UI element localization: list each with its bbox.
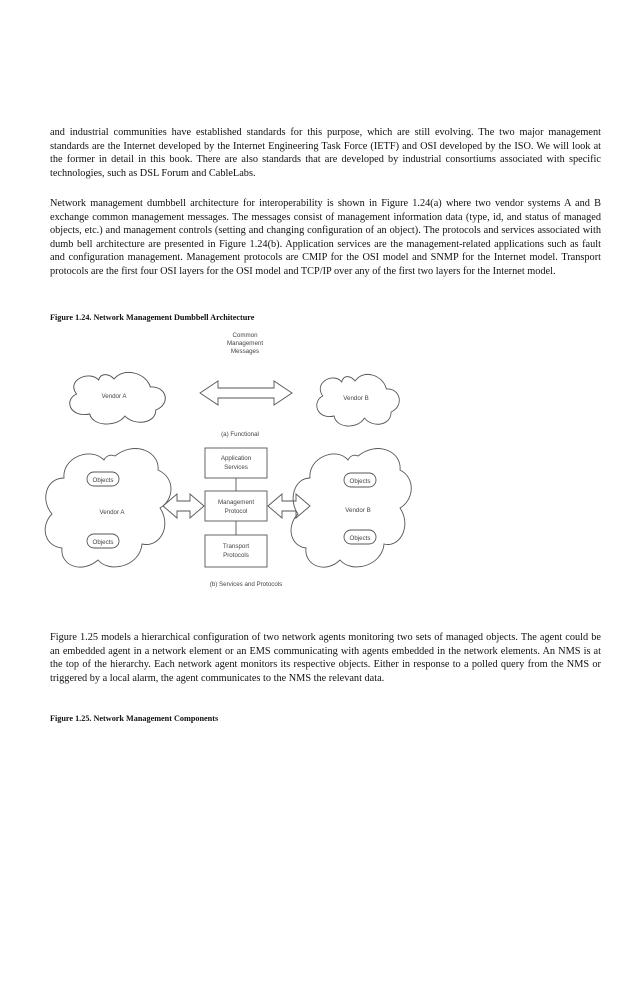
trans-label-1: Transport <box>222 543 250 550</box>
objects-label-b-bottom: Objects <box>349 535 371 542</box>
common-label-2: Management <box>226 340 264 347</box>
common-label-1: Common <box>232 332 258 339</box>
vendor-b-label-bottom: Vendor B <box>345 507 371 514</box>
vendor-b-label-top: Vendor B <box>343 395 369 402</box>
application-services-box <box>205 448 267 478</box>
sub-caption-b: (b) Services and Protocols <box>209 581 283 588</box>
app-label-1: Application <box>220 455 252 462</box>
figure-1-25-caption: Figure 1.25. Network Management Components <box>50 714 219 723</box>
paragraph-dumbbell: Network management dumbbell architecture for interoperability is shown in Figure 1.24(a) where two vendor systems A and B exchange common management messages. The messages consist of management information data (type, id, and status of managed objects, etc.) and management controls (setting and changing configuration of an object). The protocols and services associated with dumb bell architecture are presented in Figure 1.24(b). Application services are the management-related applications such as fault and configuration management. Management protocols are CMIP for the OSI model and SNMP for the Internet model. Transport protocols are the first four OSI layers for the OSI model and TCP/IP over any of the first two layers for the Internet model. <box>50 198 601 277</box>
trans-label-2: Protocols <box>223 552 249 559</box>
paragraph-standards: and industrial communities have established standards for this purpose, which are still evolving. The two major management standards are the Internet developed by the Internet Engineering Task Force (IETF) and OSI developed by the ISO. We will look at the former in detail in this book. There are also standards that are developed by industrial consortiums associated with specific technologies, such as DSL Forum and CableLabs. <box>50 127 601 179</box>
transport-protocols-box <box>205 535 267 567</box>
mgmt-label-1: Management <box>217 499 255 506</box>
figure-1-24-caption: Figure 1.24. Network Management Dumbbell Architecture <box>50 313 255 322</box>
vendor-a-label-bottom: Vendor A <box>99 509 125 516</box>
sub-caption-a: (a) Functional <box>221 431 259 438</box>
mgmt-label-2: Protocol <box>224 508 248 515</box>
common-label-3: Messages <box>230 348 260 355</box>
paragraph-hierarchy: Figure 1.25 models a hierarchical configuration of two network agents monitoring two sets of managed objects. The agent could be an embedded agent in a network element or an EMS communicating with agents embedded in the network elements. An NMS is at the top of the hierarchy. Each network agent monitors its respective objects. Either in response to a polled query from the NMS or triggered by a local alarm, the agent communicates to the NMS the relevant data. <box>50 632 601 684</box>
vendor-a-cloud-bottom <box>45 449 171 568</box>
objects-label-a-bottom: Objects <box>92 539 114 546</box>
double-arrow-right <box>268 494 310 518</box>
vendor-a-label-top: Vendor A <box>101 393 127 400</box>
double-arrow-functional <box>200 381 292 405</box>
vendor-b-cloud-bottom <box>291 449 411 568</box>
management-protocol-box <box>205 491 267 521</box>
objects-label-b-top: Objects <box>349 478 371 485</box>
app-label-2: Services <box>224 464 248 471</box>
vendor-b-cloud-top <box>317 374 400 426</box>
vendor-a-cloud-top <box>70 372 166 424</box>
objects-label-a-top: Objects <box>92 477 114 484</box>
